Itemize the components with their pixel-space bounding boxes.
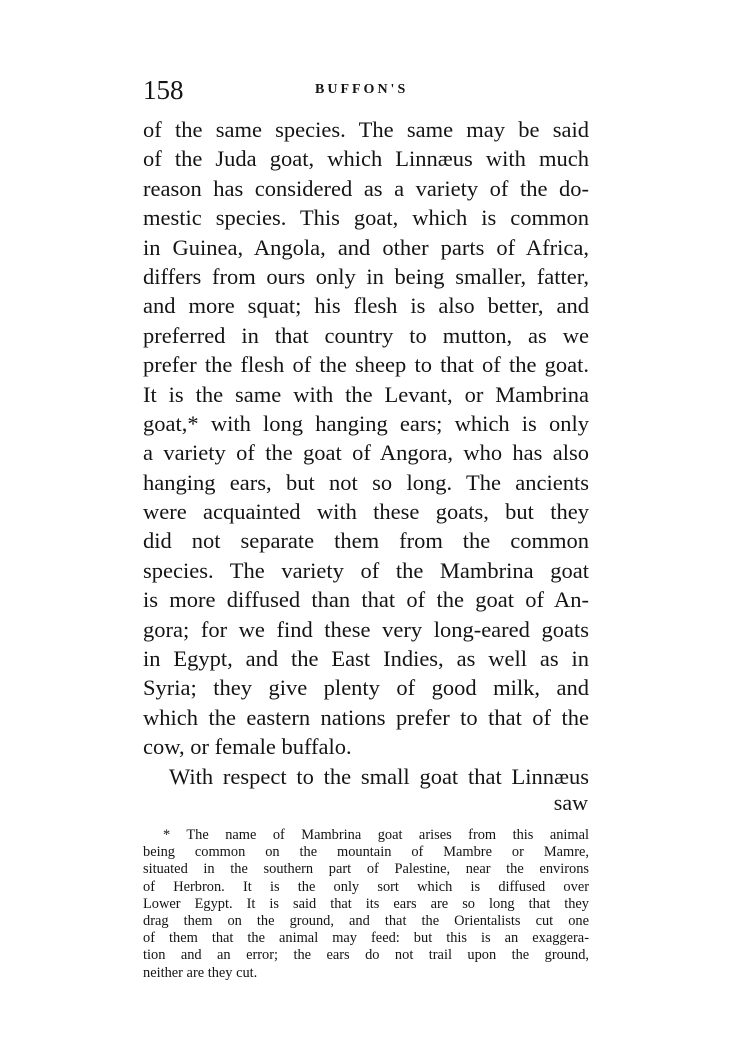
running-head: BUFFON'S [315,82,409,97]
footnote-line: of them that the animal may feed: but this is an exaggera- [143,930,589,947]
text-line: preferred in that country to mutton, as we [143,322,589,348]
page-number: 158 [143,75,184,105]
text-line: and more squat; his flesh is also better, and [143,293,589,319]
footnote-line: * The name of Mambrina goat arises from this animal [163,827,589,843]
text-line: It is the same with the Levant, or Mambrina [143,381,589,407]
catchword: saw [553,790,588,815]
page-header [143,74,588,106]
paragraph-end-line: cow, or female buffalo. [143,734,352,760]
text-line: which the eastern nations prefer to that of the [143,704,589,730]
footnote [143,827,589,982]
body-text [143,115,589,791]
footnote-line: tion and an error; the ears do not trail upon the ground, [143,947,589,964]
text-line: goat,* with long hanging ears; which is only [143,410,589,436]
footnote-line: of Herbron. It is the only sort which is diffused over [143,878,589,895]
text-line: hanging ears, but not so long. The ancients [143,469,589,495]
text-line: were acquainted with these goats, but they [143,499,589,525]
text-line: Syria; they give plenty of good milk, and [143,675,589,701]
text-line: mestic species. This goat, which is common [143,205,589,231]
text-line: of the Juda goat, which Linnæus with much [143,146,589,172]
text-line: a variety of the goat of Angora, who has also [143,440,589,466]
text-line: differs from ours only in being smaller, fatter, [143,263,589,289]
text-line: in Guinea, Angola, and other parts of Africa, [143,234,589,260]
text-line: gora; for we find these very long-eared goats [143,616,589,642]
footnote-line: Lower Egypt. It is said that its ears are so long that they [143,895,589,912]
text-line: prefer the flesh of the sheep to that of the goat. [143,352,589,378]
footnote-line: being common on the mountain of Mambre or Mamre, [143,844,589,861]
footnote-line: neither are they cut. [143,964,258,981]
footnote-line: drag them on the ground, and that the Orientalists cut one [143,912,589,929]
text-line: is more diffused than that of the goat of An- [143,587,589,613]
text-line: in Egypt, and the East Indies, as well as in [143,646,589,672]
text-line: did not separate them from the common [143,528,589,554]
text-line: species. The variety of the Mambrina goat [143,557,589,583]
text-line: reason has considered as a variety of the do- [143,175,589,201]
footnote-line: situated in the southern part of Palestine, near the environs [143,861,589,878]
paragraph-start-line: With respect to the small goat that Linnæus [169,763,589,789]
text-line: of the same species. The same may be said [143,117,589,142]
